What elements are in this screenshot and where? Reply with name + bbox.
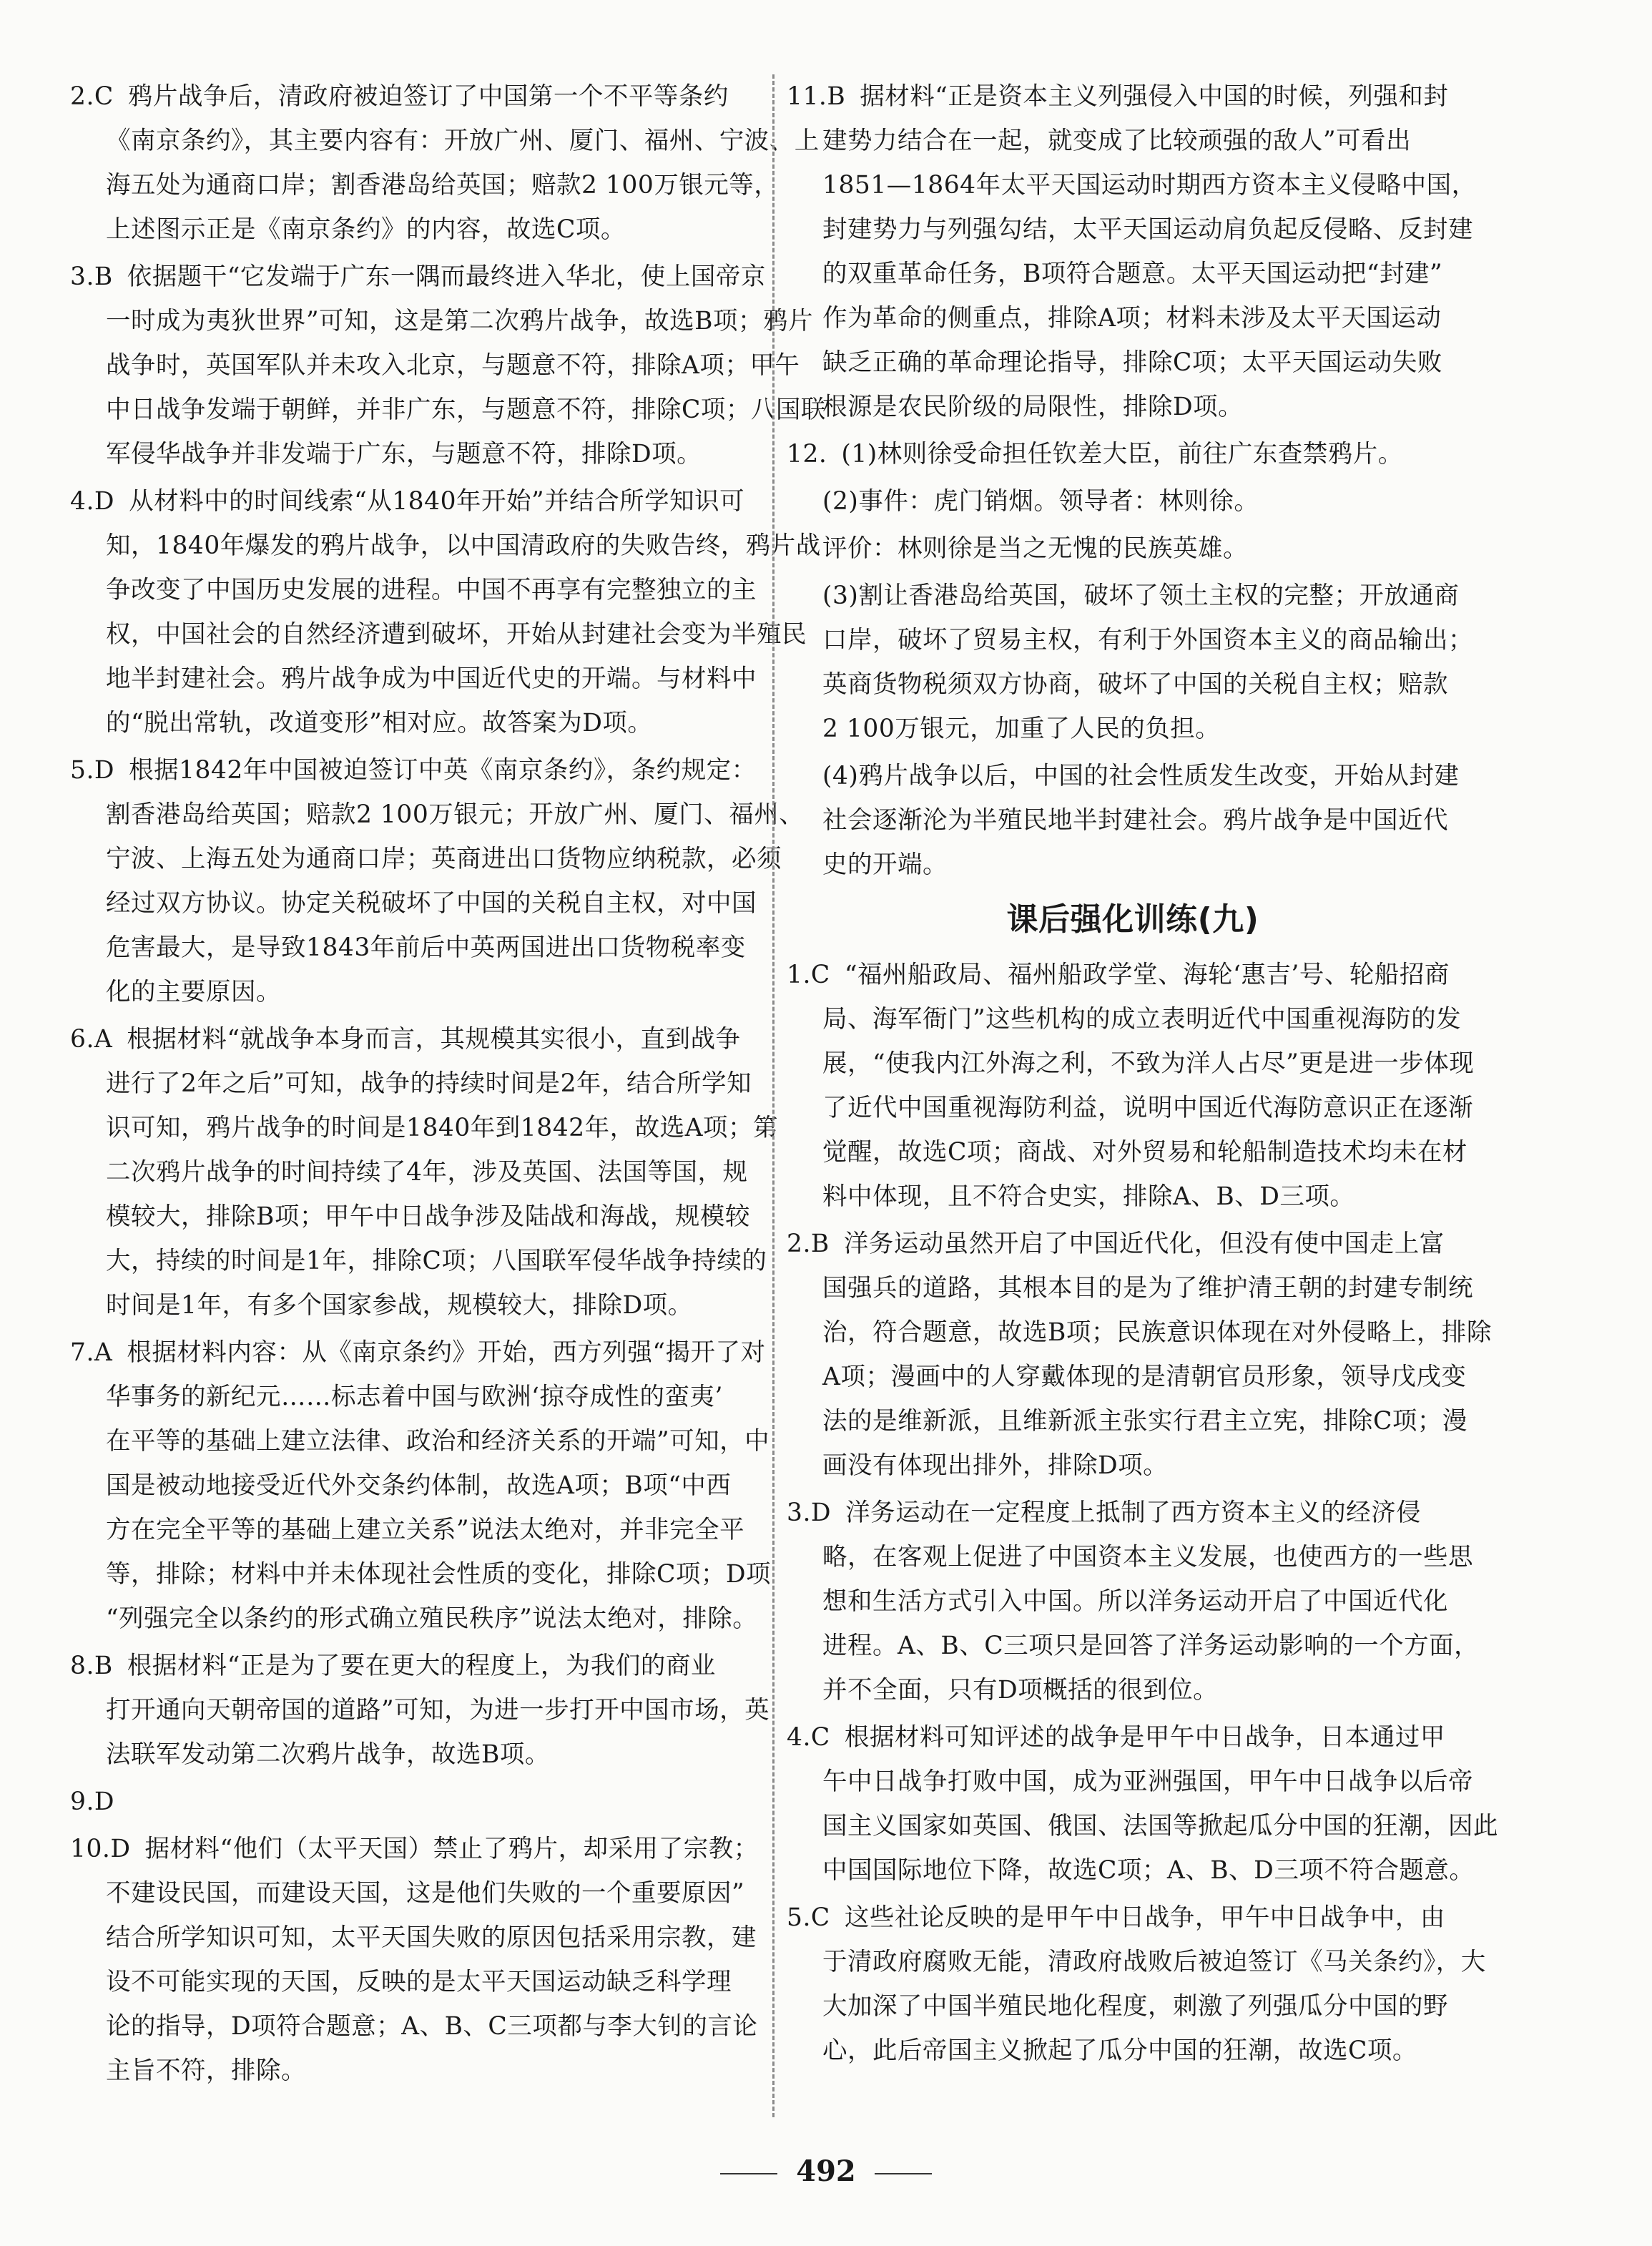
answer-line <box>787 953 1479 997</box>
answer-line: 大加深了中国半殖民地化程度，刺激了列强瓜分中国的野 <box>822 1992 1448 2021</box>
answer-text: 根据材料“就战争本身而言，其规模其实很小，直到战争 <box>127 1025 741 1054</box>
answer-number: 3.B <box>70 263 113 291</box>
answer-line: 等，排除；材料中并未体现社会性质的变化，排除C项；D项 <box>106 1560 772 1589</box>
answer-subitem <box>787 479 1479 524</box>
answer-number: 2.B <box>787 1230 830 1258</box>
answer-line: 封建势力与列强勾结，太平天国运动肩负起反侵略、反封建 <box>822 215 1473 244</box>
answer-number: 11.B <box>787 82 846 111</box>
footer-dash-right <box>875 2173 932 2174</box>
answer-item <box>70 1827 762 2093</box>
answer-line: 在平等的基础上建立法律、政治和经济关系的开端”可知，中 <box>106 1427 770 1456</box>
answer-text: 据材料“他们（太平天国）禁止了鸦片，却采用了宗教； <box>144 1835 759 1863</box>
answer-text: 这些社论反映的是甲午中日战争，甲午中日战争中，由 <box>844 1903 1445 1932</box>
answer-line: 海五处为通商口岸；割香港岛给英国；赔款2 100万银元等， <box>106 171 780 200</box>
answer-text: “福州船政局、福州船政学堂、海轮‘惠吉’号、轮船招商 <box>844 961 1450 989</box>
answer-line <box>70 1644 762 1688</box>
answer-text: 洋务运动虽然开启了中国近代化，但没有使中国走上富 <box>843 1230 1445 1258</box>
answer-line: 略，在客观上促进了中国资本主义发展，也使西方的一些思 <box>822 1543 1473 1571</box>
answer-line: 知，1840年爆发的鸦片战争，以中国清政府的失败告终，鸦片战 <box>106 531 821 560</box>
answer-line: 时间是1年，有多个国家参战，规模较大，排除D项。 <box>106 1291 693 1320</box>
answer-text: 依据题干“它发端于广东一隅而最终进入华北，使上国帝京 <box>127 263 766 291</box>
answer-item <box>70 1644 770 1777</box>
answer-line <box>787 432 1479 476</box>
answer-line: 进程。A、B、C三项只是回答了洋务运动影响的一个方面， <box>822 1632 1480 1660</box>
answer-text: 据材料“正是资本主义列强侵入中国的时候，列强和封 <box>860 82 1449 111</box>
answer-line: 宁波、上海五处为通商口岸；英商进出口货物应纳税款，必须 <box>106 845 782 873</box>
answer-number: 2.C <box>70 82 114 111</box>
answer-line <box>787 1491 1479 1535</box>
answer-line: 治，符合题意，故选B项；民族意识体现在对外侵略上，排除 <box>822 1318 1492 1347</box>
answer-line <box>70 1330 766 1375</box>
answer-line: 中日战争发端于朝鲜，并非广东，与题意不符，排除C项；八国联 <box>106 396 826 424</box>
answer-line: “列强完全以条约的形式确立殖民秩序”说法太绝对，排除。 <box>106 1604 758 1633</box>
answer-line: 《南京条约》，其主要内容有：开放广州、厦门、福州、宁波、上 <box>106 127 820 155</box>
answer-line <box>787 74 1479 119</box>
answer-line: 于清政府腐败无能，清政府战败后被迫签订《马关条约》，大 <box>822 1948 1486 1976</box>
answer-line: 论的指导，D项符合题意；A、B、C三项都与李大钊的言论 <box>106 2012 758 2041</box>
answer-line <box>70 748 762 793</box>
answer-item <box>70 479 821 745</box>
answer-line: 作为革命的侧重点，排除A项；材料未涉及太平天国运动 <box>822 304 1442 333</box>
answer-line: 地半封建社会。鸦片战争成为中国近代史的开端。与材料中 <box>106 665 757 693</box>
answer-line: 英商货物税须双方协商，破坏了中国的关税自主权；赔款 <box>822 670 1448 699</box>
answer-number: 1.C <box>787 961 830 989</box>
answer-line: 结合所学知识可知，太平天国失败的原因包括采用宗教，建 <box>106 1923 757 1952</box>
answer-line: 法联军发动第二次鸦片战争，故选B项。 <box>106 1740 550 1769</box>
answer-line: 二次鸦片战争的时间持续了4年，涉及英国、法国等国，规 <box>106 1158 748 1187</box>
answer-number: 4.D <box>70 487 115 516</box>
answer-line <box>70 479 762 524</box>
answer-line: 2 100万银元，加重了人民的负担。 <box>822 715 1221 743</box>
answer-subitem <box>787 754 1479 887</box>
answer-subitem <box>787 526 1479 571</box>
answer-subitem <box>787 574 1479 751</box>
answer-line: 了近代中国重视海防利益，说明中国近代海防意识正在逐渐 <box>822 1094 1473 1122</box>
answer-line: 方在完全平等的基础上建立关系”说法太绝对，并非完全平 <box>106 1516 745 1544</box>
answer-line: 画没有体现出排外，排除D项。 <box>822 1451 1169 1480</box>
answer-line <box>787 1715 1479 1760</box>
answer-item <box>70 1330 772 1641</box>
answer-text: (1)林则徐受命担任钦差大臣，前往广东查禁鸦片。 <box>841 440 1403 469</box>
answer-number: 10.D <box>70 1835 131 1863</box>
answer-line: 法的是维新派，且维新派主张实行君主立宪，排除C项；漫 <box>822 1407 1467 1436</box>
answer-line <box>787 1896 1479 1940</box>
answer-line: 想和生活方式引入中国。所以洋务运动开启了中国近代化 <box>822 1587 1448 1616</box>
answer-number: 12. <box>787 440 827 469</box>
page-number: 492 <box>796 2154 856 2188</box>
answer-number: 8.B <box>70 1652 113 1680</box>
answer-text: 鸦片战争后，清政府被迫签订了中国第一个不平等条约 <box>127 82 729 111</box>
answer-line <box>787 1222 1479 1266</box>
answer-line: 料中体现，且不符合史实，排除A、B、D三项。 <box>822 1182 1355 1211</box>
answer-line: 国强兵的道路，其根本目的是为了维护清王朝的封建专制统 <box>822 1274 1473 1303</box>
answer-number: 4.C <box>787 1723 830 1752</box>
answer-number: 9.D <box>70 1788 115 1816</box>
answer-item <box>787 1715 1498 1893</box>
answer-line: 国是被动地接受近代外交条约体制，故选A项；B项“中西 <box>106 1471 732 1500</box>
answer-line: 史的开端。 <box>822 850 948 879</box>
answer-item <box>70 748 805 1014</box>
answer-number: 3.D <box>787 1499 832 1527</box>
answer-line: 识可知，鸦片战争的时间是1840年到1842年，故选A项；第 <box>106 1114 779 1142</box>
answer-item <box>70 1017 779 1328</box>
answer-line: 心，此后帝国主义掀起了瓜分中国的狂潮，故选C项。 <box>822 2036 1417 2065</box>
answer-line: 午中日战争打败中国，成为亚洲强国，甲午中日战争以后帝 <box>822 1767 1473 1796</box>
answer-line: 割香港岛给英国；赔款2 100万银元；开放广州、厦门、福州、 <box>106 800 805 829</box>
answer-line: 主旨不符，排除。 <box>106 2056 306 2085</box>
column-divider <box>772 74 775 2117</box>
answer-line: 觉醒，故选C项；商战、对外贸易和轮船制造技术均未在材 <box>822 1138 1467 1167</box>
answer-line: 不建设民国，而建设天国，这是他们失败的一个重要原因” <box>106 1879 745 1908</box>
answer-line <box>70 74 762 119</box>
answer-item <box>787 432 1479 476</box>
answer-number: 5.C <box>787 1903 830 1932</box>
answer-line: 局、海军衙门”这些机构的成立表明近代中国重视海防的发 <box>822 1005 1462 1034</box>
footer-dash-left <box>720 2173 777 2174</box>
answer-item <box>787 1491 1479 1712</box>
answer-line <box>70 1780 762 1824</box>
answer-text: 根据材料“正是为了要在更大的程度上，为我们的商业 <box>127 1652 716 1680</box>
answer-number: 7.A <box>70 1338 113 1367</box>
answer-text: 根据材料内容：从《南京条约》开始，西方列强“揭开了对 <box>127 1338 766 1367</box>
section-title: 课后强化训练(九) <box>1006 901 1259 938</box>
answer-line: (3)割让香港岛给英国，破坏了领土主权的完整；开放通商 <box>822 582 1460 610</box>
answer-line: 评价：林则徐是当之无愧的民族英雄。 <box>822 534 1248 563</box>
answer-line <box>70 1017 762 1061</box>
answer-line: 进行了2年之后”可知，战争的持续时间是2年，结合所学知 <box>106 1069 752 1098</box>
answer-line: 社会逐渐沦为半殖民地半封建社会。鸦片战争是中国近代 <box>822 806 1448 835</box>
answer-line: 缺乏正确的革命理论指导，排除C项；太平天国运动失败 <box>822 348 1442 377</box>
answer-line: 国主义国家如英国、俄国、法国等掀起瓜分中国的狂潮，因此 <box>822 1812 1498 1840</box>
answer-line: A项；漫画中的人穿戴体现的是清朝官员形象，领导戊戌变 <box>822 1363 1467 1391</box>
answer-text: 从材料中的时间线索“从1840年开始”并结合所学知识可 <box>129 487 745 516</box>
answer-line: 军侵华战争并非发端于广东，与题意不符，排除D项。 <box>106 440 702 469</box>
answer-line: 战争时，英国军队并未攻入北京，与题意不符，排除A项；甲午 <box>106 351 800 380</box>
answer-item <box>787 74 1479 429</box>
answer-line: 口岸，破坏了贸易主权，有利于外国资本主义的商品输出； <box>822 626 1473 654</box>
answer-line: 华事务的新纪元……标志着中国与欧洲‘掠夺成性的蛮夷’ <box>106 1383 723 1411</box>
answer-text: 洋务运动在一定程度上抵制了西方资本主义的经济侵 <box>845 1499 1422 1527</box>
answer-line: 中国国际地位下降，故选C项；A、B、D三项不符合题意。 <box>822 1856 1475 1885</box>
answer-number: 6.A <box>70 1025 113 1054</box>
answer-line: 权，中国社会的自然经济遭到破坏，开始从封建社会变为半殖民 <box>106 620 807 649</box>
right-column <box>787 74 1498 2076</box>
answer-item <box>787 1896 1486 2073</box>
answer-line: 模较大，排除B项；甲午中日战争涉及陆战和海战，规模较 <box>106 1202 750 1231</box>
answer-line: 一时成为夷狄世界”可知，这是第二次鸦片战争，故选B项；鸦片 <box>106 307 813 335</box>
answer-line: 展，“使我内江外海之利，不致为洋人占尽”更是进一步体现 <box>822 1049 1475 1078</box>
answer-line <box>70 255 766 299</box>
answer-line: 上述图示正是《南京条约》的内容，故选C项。 <box>106 215 626 244</box>
answer-text: 根据1842年中国被迫签订中英《南京条约》，条约规定： <box>129 756 757 785</box>
answer-item <box>787 1222 1492 1488</box>
answer-line: 大，持续的时间是1年，排除C项；八国联军侵华战争持续的 <box>106 1247 767 1275</box>
answer-line <box>70 1827 762 1871</box>
answer-text: 根据材料可知评述的战争是甲午中日战争，日本通过甲 <box>844 1723 1445 1752</box>
answer-line: 化的主要原因。 <box>106 978 281 1006</box>
answer-line: 设不可能实现的天国，反映的是太平天国运动缺乏科学理 <box>106 1968 732 1996</box>
answer-line: 争改变了中国历史发展的进程。中国不再享有完整独立的主 <box>106 576 757 604</box>
answer-line: 1851—1864年太平天国运动时期西方资本主义侵略中国， <box>822 171 1477 200</box>
answer-line: 危害最大，是导致1843年前后中英两国进出口货物税率变 <box>106 933 746 962</box>
answer-line: 的“脱出常轨，改道变形”相对应。故答案为D项。 <box>106 709 653 737</box>
answer-line: (4)鸦片战争以后，中国的社会性质发生改变，开始从封建 <box>822 762 1460 790</box>
answer-item <box>70 1780 762 1824</box>
answer-line: (2)事件：虎门销烟。领导者：林则徐。 <box>822 487 1259 516</box>
answer-line: 的双重革命任务，B项符合题意。太平天国运动把“封建” <box>822 260 1443 288</box>
page-footer <box>0 2154 1652 2188</box>
answer-number: 5.D <box>70 756 115 785</box>
answer-line: 打开通向天朝帝国的道路”可知，为进一步打开中国市场，英 <box>106 1696 770 1725</box>
answer-line: 经过双方协议。协定关税破坏了中国的关税自主权，对中国 <box>106 889 757 918</box>
answer-item <box>787 953 1479 1219</box>
answer-line: 根源是农民阶级的局限性，排除D项。 <box>822 393 1244 421</box>
answer-line: 并不全面，只有D项概括的很到位。 <box>822 1676 1219 1705</box>
answer-line: 建势力结合在一起，就变成了比较顽强的敌人”可看出 <box>822 127 1412 155</box>
